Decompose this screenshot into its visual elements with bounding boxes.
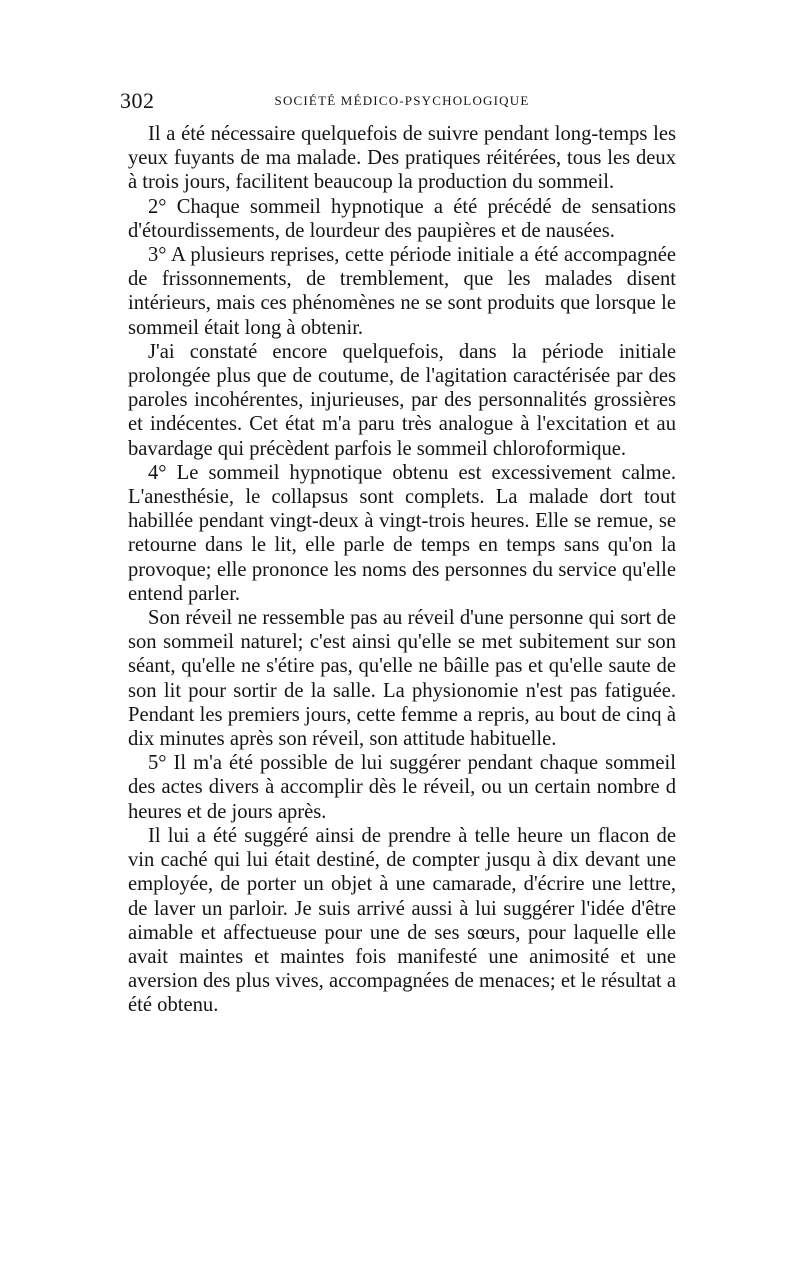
paragraph: Il lui a été suggéré ainsi de prendre à telle heure un flacon de vin caché qui lui était destiné, de compter jusqu à dix devant une employée, de porter un objet à une camarade, d'écrire une lettre, de laver un parloir. Je suis arrivé aussi à lui suggérer l'idée d'être aimable et affectueuse pour une de ses sœurs, pour laquelle elle avait maintes et maintes fois manifesté une animosité et une aversion des plus vives, accompagnées de menaces; et le résultat a été obtenu.: [128, 824, 676, 1017]
book-page: [120, 88, 676, 1018]
paragraph: 2° Chaque sommeil hypnotique a été précédé de sensations d'étourdissements, de lourdeur des paupières et de nausées.: [128, 195, 676, 242]
paragraph: 4° Le sommeil hypnotique obtenu est excessivement calme. L'anesthésie, le collapsus sont complets. La malade dort tout habillée pendant vingt-deux à vingt-trois heures. Elle se remue, se retourne dans le lit, elle parle de temps en temps sans qu'on la provoque; elle prononce les noms des personnes du service qu'elle entend parler.: [128, 461, 676, 605]
body-text: [128, 122, 676, 1018]
page-header: [120, 88, 676, 114]
running-title: SOCIÉTÉ MÉDICO-PSYCHOLOGIQUE: [274, 93, 530, 108]
paragraph: 5° Il m'a été possible de lui suggérer pendant chaque sommeil des actes divers à accomplir dès le réveil, ou un certain nombre d heures et de jours après.: [128, 752, 676, 823]
paragraph: Son réveil ne ressemble pas au réveil d'une personne qui sort de son sommeil naturel; c'est ainsi qu'elle se met subitement sur son séant, qu'elle ne s'étire pas, qu'elle ne bâille pas et qu'elle saute de son lit pour sortir de la salle. La physionomie n'est pas fatiguée. Pendant les premiers jours, cette femme a repris, au bout de cinq à dix minutes après son réveil, son attitude habituelle.: [128, 607, 676, 751]
paragraph: J'ai constaté encore quelquefois, dans la période initiale prolongée plus que de coutume, de l'agitation caractérisée par des paroles incohérentes, injurieuses, par des personnalités grossières et indécentes. Cet état m'a paru très analogue à l'excitation et au bavardage qui précèdent parfois le sommeil chloroformique.: [128, 340, 676, 460]
paragraph: Il a été nécessaire quelquefois de suivre pendant long-temps les yeux fuyants de ma malade. Des pratiques réitérées, tous les deux à trois jours, facilitent beaucoup la production du sommeil.: [128, 123, 676, 194]
paragraph: 3° A plusieurs reprises, cette période initiale a été accompagnée de frissonnements, de tremblement, que les malades disent intérieurs, mais ces phénomènes ne se sont produits que lorsque le sommeil était long à obtenir.: [128, 244, 676, 339]
page-number: 302: [120, 88, 155, 113]
